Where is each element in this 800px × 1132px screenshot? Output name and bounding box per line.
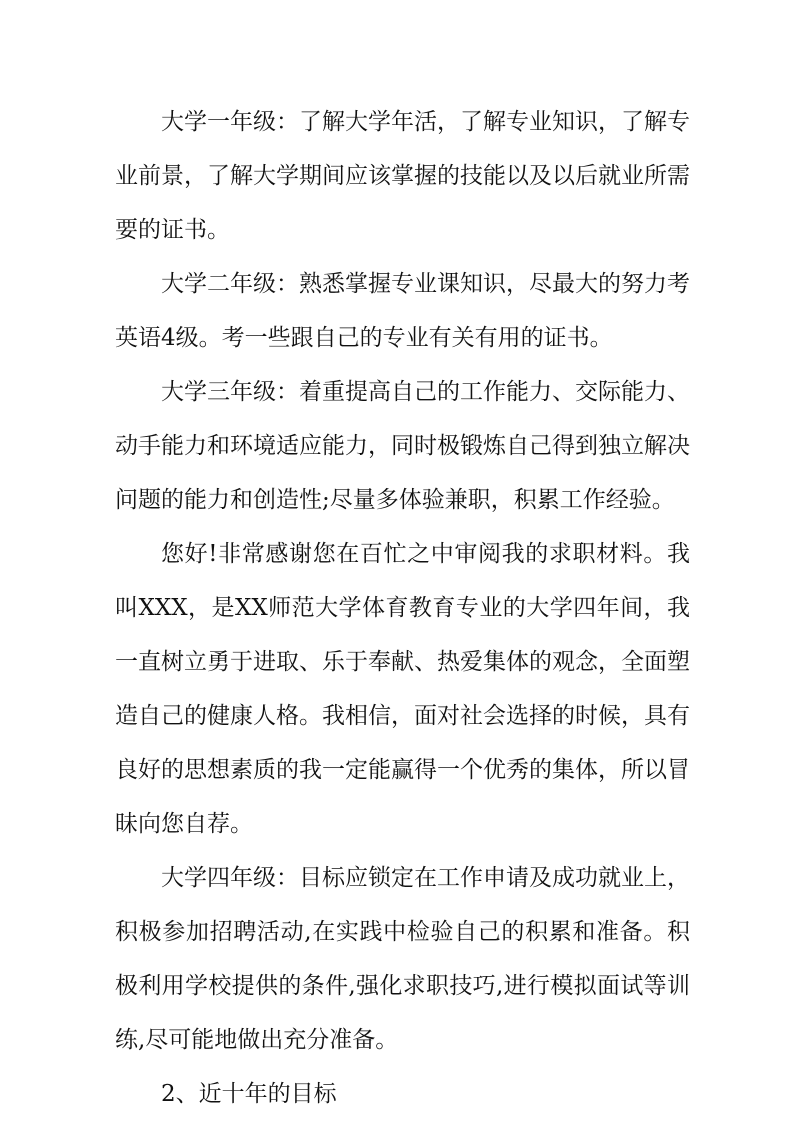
section-heading-ten-year-goals: 2、近十年的目标 <box>161 1081 337 1107</box>
paragraph-year-one: 大学一年级：了解大学年活，了解专业知识，了解专业前景，了解大学期间应该掌握的技能以及以后就业所需要的证书。 <box>115 109 690 243</box>
paragraph-year-two: 大学二年级：熟悉掌握专业课知识，尽最大的努力考英语4级。考一些跟自己的专业有关有用的证书。 <box>115 271 690 351</box>
document-body <box>115 95 690 1121</box>
paragraph-year-three: 大学三年级：着重提高自己的工作能力、交际能力、动手能力和环境适应能力，同时极锻炼自己得到独立解决问题的能力和创造性;尽量多体验兼职，积累工作经验。 <box>115 379 690 513</box>
paragraph-self-introduction: 您好!非常感谢您在百忙之中审阅我的求职材料。我叫XXX，是XX师范大学体育教育专业的大学四年间，我一直树立勇于进取、乐于奉献、热爱集体的观念，全面塑造自己的健康人格。我相信，面对社会选择的时候，具有良好的思想素质的我一定能赢得一个优秀的集体，所以冒昧向您自荐。 <box>115 541 690 837</box>
paragraph-year-four: 大学四年级：目标应锁定在工作申请及成功就业上，积极参加招聘活动,在实践中检验自己的积累和准备。积极利用学校提供的条件,强化求职技巧,进行模拟面试等训练,尽可能地做出充分准备。 <box>115 865 690 1053</box>
